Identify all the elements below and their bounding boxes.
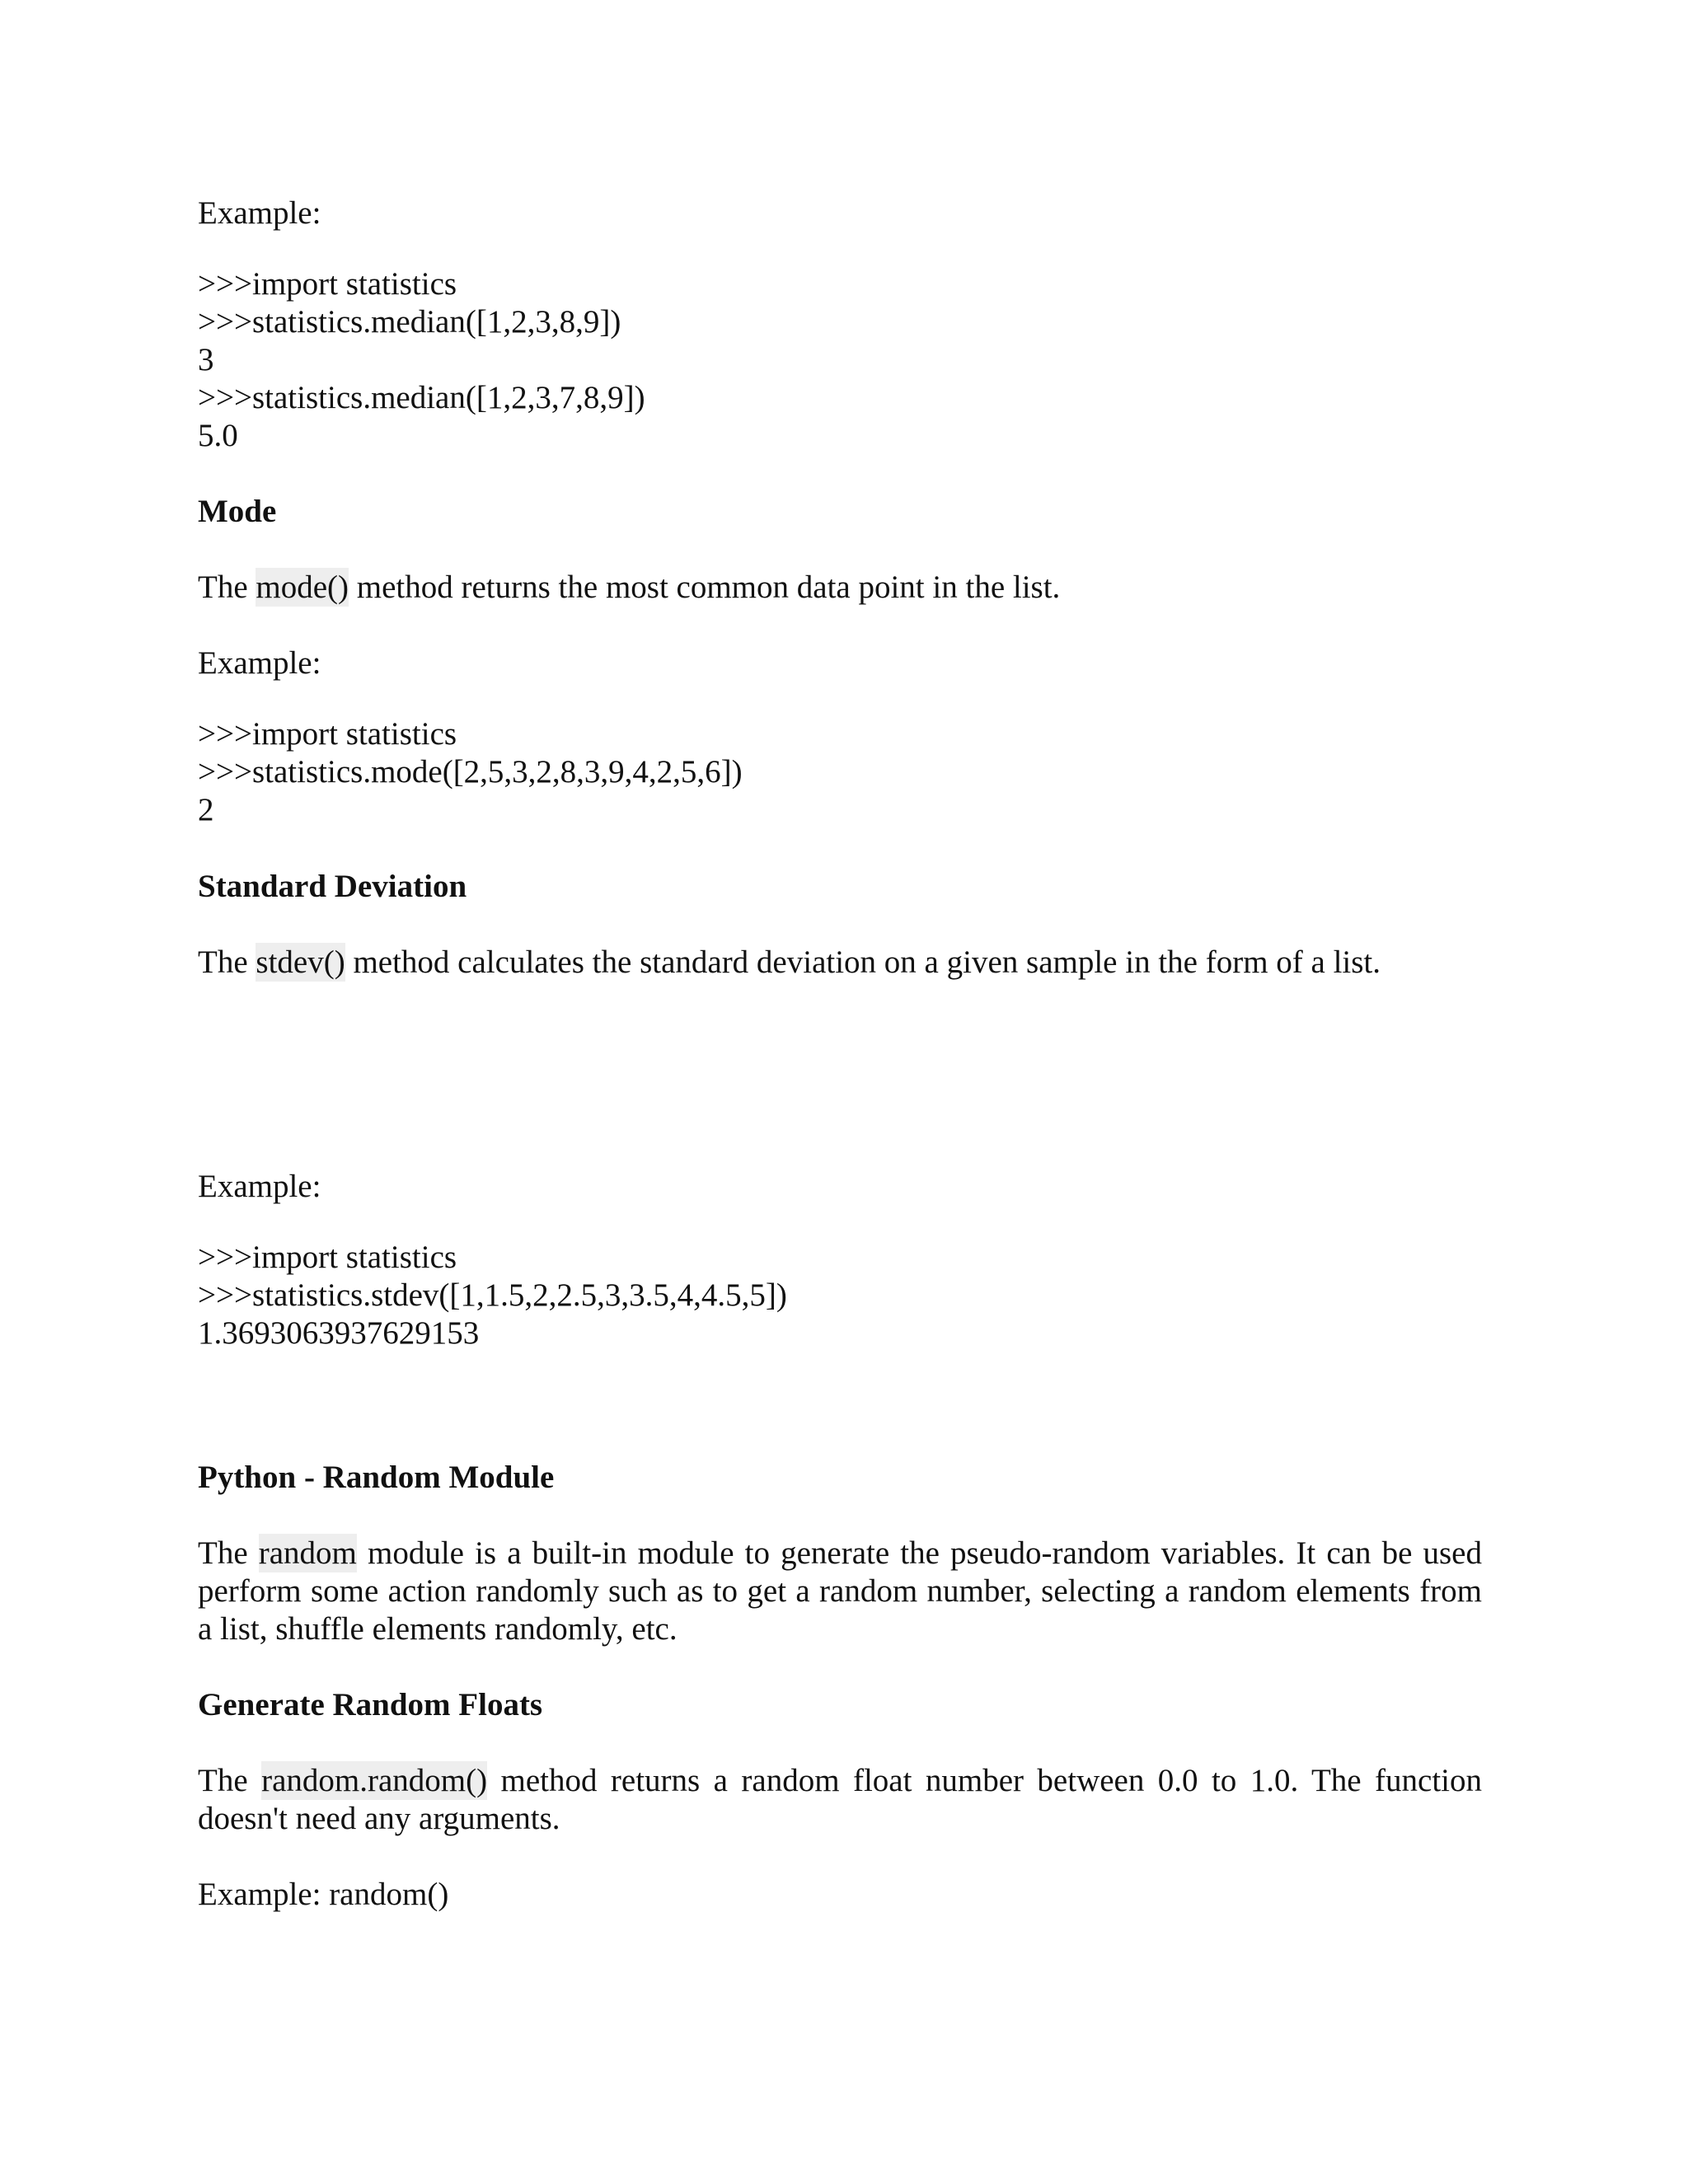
random-floats-description (198, 1762, 1482, 1838)
stdev-code-block (198, 1239, 787, 1352)
median-example-label: Example: (198, 195, 321, 231)
random-inline-code: random (258, 1535, 357, 1571)
random-desc-suffix: module is a built-in module to generate the pseudo-random variables. It can be used perform some action randomly such as to get a random number, selecting a random elements from a list, shuffle elements randomly, etc. (198, 1535, 1482, 1647)
floats-desc-prefix: The (198, 1763, 262, 1798)
code-line: >>>import statistics (198, 1240, 457, 1275)
code-line: >>>statistics.median([1,2,3,8,9]) (198, 304, 621, 340)
stdev-inline-code: stdev() (256, 944, 345, 980)
stdev-example-label: Example: (198, 1169, 321, 1204)
mode-example-label: Example: (198, 645, 321, 681)
mode-desc-suffix: method returns the most common data point in the list. (349, 569, 1061, 605)
mode-heading: Mode (198, 494, 277, 529)
mode-code-block (198, 715, 743, 829)
random-floats-example-label: Example: random() (198, 1877, 449, 1912)
code-line: 3 (198, 342, 214, 377)
median-code-block (198, 265, 645, 455)
random-desc-prefix: The (198, 1535, 259, 1571)
random-module-heading: Python - Random Module (198, 1460, 555, 1495)
random-module-description (198, 1535, 1482, 1648)
stdev-desc-prefix: The (198, 944, 256, 980)
floats-desc-suffix: method returns a random float number between 0.0 to 1.0. The function doesn't need any arguments. (198, 1763, 1483, 1836)
random-floats-heading: Generate Random Floats (198, 1687, 543, 1722)
stdev-description (198, 944, 1381, 982)
document-page (198, 0, 1500, 2184)
mode-inline-code: mode() (256, 569, 349, 605)
code-line: >>>statistics.stdev([1,1.5,2,2.5,3,3.5,4,4.5,5]) (198, 1277, 787, 1313)
mode-desc-prefix: The (198, 569, 256, 605)
code-line: >>>statistics.mode([2,5,3,2,8,3,9,4,2,5,6]) (198, 754, 743, 790)
stdev-heading: Standard Deviation (198, 869, 467, 904)
code-line: 1.3693063937629153 (198, 1315, 480, 1351)
code-line: >>>statistics.median([1,2,3,7,8,9]) (198, 380, 645, 415)
mode-description (198, 569, 1060, 607)
code-line: >>>import statistics (198, 716, 457, 752)
code-line: 2 (198, 792, 214, 827)
code-line: 5.0 (198, 418, 238, 453)
code-line: >>>import statistics (198, 266, 457, 302)
floats-inline-code: random.random() (261, 1763, 488, 1798)
stdev-desc-suffix: method calculates the standard deviation on a given sample in the form of a list. (345, 944, 1381, 980)
